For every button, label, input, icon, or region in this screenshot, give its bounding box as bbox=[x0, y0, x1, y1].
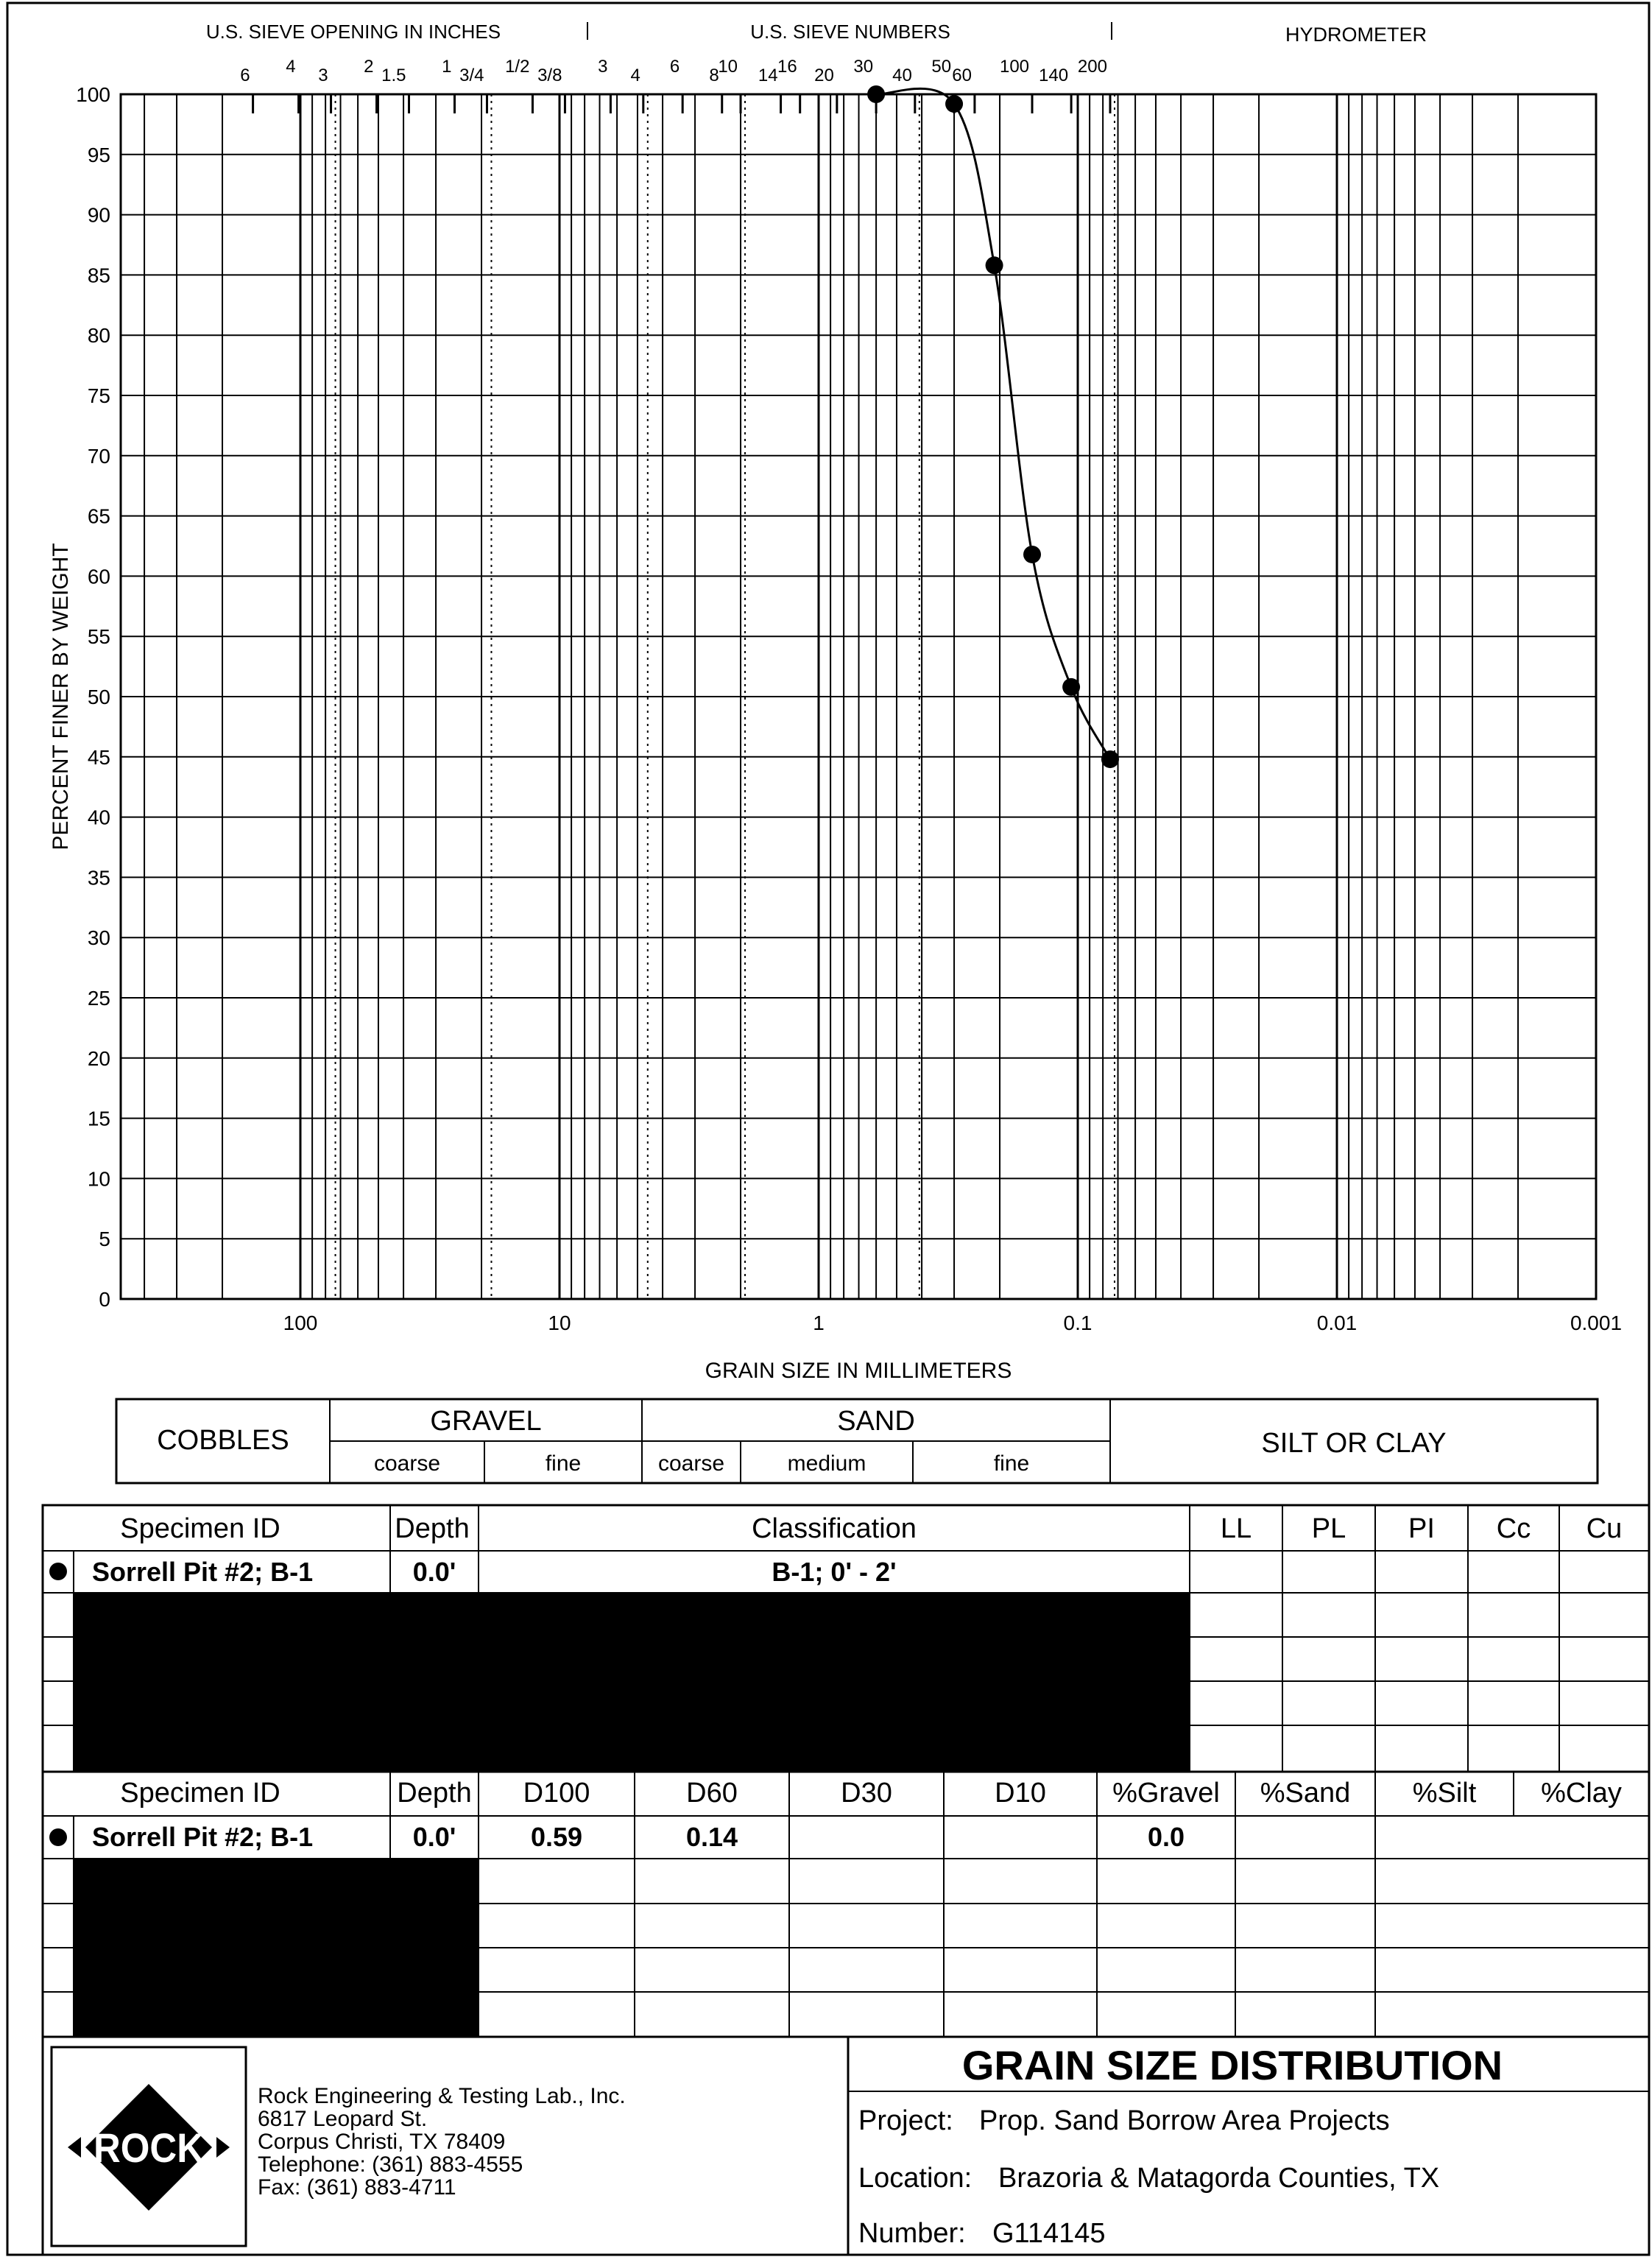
x-tick-label: 0.1 bbox=[1063, 1311, 1092, 1334]
y-tick-label: 55 bbox=[87, 625, 110, 649]
t1-header-classification: Classification bbox=[752, 1513, 917, 1544]
sieve-tick-label: 10 bbox=[718, 57, 738, 77]
company-name: Rock Engineering & Testing Lab., Inc. bbox=[258, 2084, 626, 2108]
y-axis-label: PERCENT FINER BY WEIGHT bbox=[49, 543, 73, 851]
sieve-tick-label: 20 bbox=[814, 66, 834, 85]
number-label: Number: bbox=[858, 2218, 966, 2249]
project-label: Project: bbox=[858, 2105, 953, 2136]
sieve-tick-label: 50 bbox=[931, 57, 952, 77]
data-point bbox=[1023, 546, 1041, 563]
sieve-tick-label: 6 bbox=[669, 57, 680, 77]
y-tick-label: 95 bbox=[87, 143, 110, 166]
chart-series bbox=[867, 85, 1119, 768]
sieve-tick-label: 3/8 bbox=[537, 66, 562, 85]
sieve-tick-label: 16 bbox=[777, 57, 797, 77]
gradation-table bbox=[43, 1772, 1649, 2037]
y-tick-label: 5 bbox=[99, 1228, 110, 1251]
gravel-fine-label: fine bbox=[545, 1451, 582, 1476]
t2-header-d100: D100 bbox=[523, 1778, 590, 1809]
sieve-opening-label: U.S. SIEVE OPENING IN INCHES bbox=[205, 21, 501, 43]
t1-header-depth: Depth bbox=[395, 1513, 470, 1544]
sieve-tick-label: 1 bbox=[442, 57, 452, 77]
y-tick-label: 70 bbox=[87, 444, 110, 468]
report-footer bbox=[43, 2037, 1649, 2255]
company-phone: Telephone: (361) 883-4555 bbox=[258, 2152, 523, 2177]
sieve-tick-label: 140 bbox=[1039, 66, 1069, 85]
t2-header-d30: D30 bbox=[841, 1778, 892, 1809]
number-value: G114145 bbox=[992, 2218, 1106, 2249]
t2-header-silt: %Silt bbox=[1412, 1778, 1477, 1809]
y-tick-label: 15 bbox=[87, 1107, 110, 1130]
company-fax: Fax: (361) 883-4711 bbox=[258, 2175, 456, 2200]
series-marker-icon bbox=[49, 1563, 67, 1580]
y-tick-label: 35 bbox=[87, 866, 110, 890]
t2-depth: 0.0' bbox=[412, 1822, 456, 1852]
sieve-tick-label: 4 bbox=[630, 66, 640, 85]
company-street: 6817 Leopard St. bbox=[258, 2107, 428, 2131]
y-tick-label: 60 bbox=[87, 565, 110, 588]
t1-header-cc: Cc bbox=[1496, 1513, 1531, 1544]
gravel-coarse-label: coarse bbox=[373, 1451, 441, 1476]
t1-header-ll: LL bbox=[1220, 1513, 1252, 1544]
t1-header-specimen: Specimen ID bbox=[120, 1513, 280, 1544]
y-tick-label: 10 bbox=[87, 1167, 110, 1191]
sieve-tick-label: 6 bbox=[240, 66, 250, 85]
report-title: GRAIN SIZE DISTRIBUTION bbox=[961, 2042, 1503, 2088]
data-point bbox=[945, 95, 963, 113]
t2-specimen-id: Sorrell Pit #2; B-1 bbox=[92, 1822, 314, 1852]
silt-clay-label: SILT OR CLAY bbox=[1261, 1428, 1447, 1459]
t1-header-pl: PL bbox=[1311, 1513, 1346, 1544]
x-tick-label: 0.001 bbox=[1570, 1311, 1623, 1334]
location-value: Brazoria & Matagorda Counties, TX bbox=[998, 2163, 1440, 2194]
redacted-block bbox=[74, 1593, 1190, 1772]
x-tick-label: 10 bbox=[548, 1311, 571, 1334]
cobbles-label: COBBLES bbox=[157, 1425, 289, 1456]
y-tick-label: 90 bbox=[87, 203, 110, 227]
sieve-numbers-label: U.S. SIEVE NUMBERS bbox=[750, 21, 950, 43]
soil-classification-band bbox=[116, 1399, 1598, 1483]
sieve-tick-label: 200 bbox=[1077, 57, 1107, 77]
x-axis-label: GRAIN SIZE IN MILLIMETERS bbox=[705, 1359, 1012, 1383]
sieve-tick-label: 2 bbox=[364, 57, 374, 77]
sieve-tick-label: 3 bbox=[598, 57, 608, 77]
sand-coarse-label: coarse bbox=[657, 1451, 725, 1476]
gradation-curve bbox=[876, 88, 1110, 759]
sieve-tick-label: 4 bbox=[286, 57, 296, 77]
t1-specimen-id: Sorrell Pit #2; B-1 bbox=[92, 1557, 314, 1587]
sieve-tick-label: 8 bbox=[709, 66, 719, 85]
location-label: Location: bbox=[858, 2163, 973, 2194]
sand-medium-label: medium bbox=[787, 1451, 866, 1476]
x-tick-label: 0.01 bbox=[1316, 1311, 1358, 1334]
y-tick-label: 65 bbox=[87, 504, 110, 528]
chart-grid bbox=[121, 94, 1596, 1299]
t2-header-d60: D60 bbox=[686, 1778, 738, 1809]
data-point bbox=[1101, 750, 1119, 768]
y-tick-label: 80 bbox=[87, 324, 110, 348]
t2-header-specimen: Specimen ID bbox=[120, 1778, 280, 1809]
redacted-block bbox=[74, 1859, 479, 2037]
y-tick-label: 25 bbox=[87, 987, 110, 1010]
sieve-tick-label: 14 bbox=[758, 66, 778, 85]
t2-header-gravel: %Gravel bbox=[1112, 1778, 1220, 1809]
sieve-ticks bbox=[240, 57, 1115, 1299]
t1-depth: 0.0' bbox=[412, 1557, 456, 1587]
classification-table bbox=[43, 1505, 1649, 1772]
sand-fine-label: fine bbox=[993, 1451, 1030, 1476]
x-tick-label: 1 bbox=[813, 1311, 825, 1334]
sieve-tick-label: 40 bbox=[892, 66, 912, 85]
sieve-tick-label: 3 bbox=[318, 66, 328, 85]
y-tick-label: 20 bbox=[87, 1046, 110, 1070]
y-tick-label: 100 bbox=[76, 83, 110, 106]
series-marker-icon bbox=[49, 1828, 67, 1846]
t2-header-clay: %Clay bbox=[1541, 1778, 1622, 1809]
y-tick-label: 85 bbox=[87, 264, 110, 287]
t2-header-d10: D10 bbox=[995, 1778, 1046, 1809]
project-value: Prop. Sand Borrow Area Projects bbox=[979, 2105, 1390, 2136]
sieve-tick-label: 100 bbox=[999, 57, 1030, 77]
y-tick-label: 30 bbox=[87, 926, 110, 950]
t2-d60: 0.14 bbox=[685, 1822, 738, 1852]
t1-header-pi: PI bbox=[1408, 1513, 1435, 1544]
sand-label: SAND bbox=[837, 1406, 915, 1437]
chart-axes bbox=[76, 83, 1622, 1334]
y-tick-label: 45 bbox=[87, 745, 110, 769]
sieve-tick-label: 60 bbox=[952, 66, 972, 85]
y-tick-label: 40 bbox=[87, 806, 110, 829]
t2-gravel: 0.0 bbox=[1147, 1822, 1185, 1852]
logo-text: ROCK bbox=[93, 2124, 204, 2171]
company-city: Corpus Christi, TX 78409 bbox=[258, 2130, 506, 2154]
rock-logo bbox=[68, 2084, 230, 2211]
sieve-tick-label: 3/4 bbox=[459, 66, 484, 85]
data-point bbox=[1062, 678, 1080, 696]
t2-header-depth: Depth bbox=[397, 1778, 472, 1809]
gravel-label: GRAVEL bbox=[430, 1406, 542, 1437]
hydrometer-label: HYDROMETER bbox=[1285, 24, 1427, 46]
data-point bbox=[986, 256, 1003, 274]
grain-size-chart bbox=[76, 57, 1622, 1334]
y-tick-label: 50 bbox=[87, 686, 110, 708]
x-tick-label: 100 bbox=[283, 1311, 318, 1334]
sieve-tick-label: 1/2 bbox=[505, 57, 530, 77]
y-tick-label: 75 bbox=[87, 384, 110, 407]
y-tick-label: 0 bbox=[99, 1288, 110, 1311]
sieve-tick-label: 30 bbox=[853, 57, 874, 77]
sieve-tick-label: 1.5 bbox=[381, 66, 406, 85]
t1-classification: B-1; 0' - 2' bbox=[772, 1557, 897, 1587]
t2-d100: 0.59 bbox=[530, 1822, 583, 1852]
t2-header-sand: %Sand bbox=[1260, 1778, 1351, 1809]
t1-header-cu: Cu bbox=[1586, 1513, 1623, 1544]
